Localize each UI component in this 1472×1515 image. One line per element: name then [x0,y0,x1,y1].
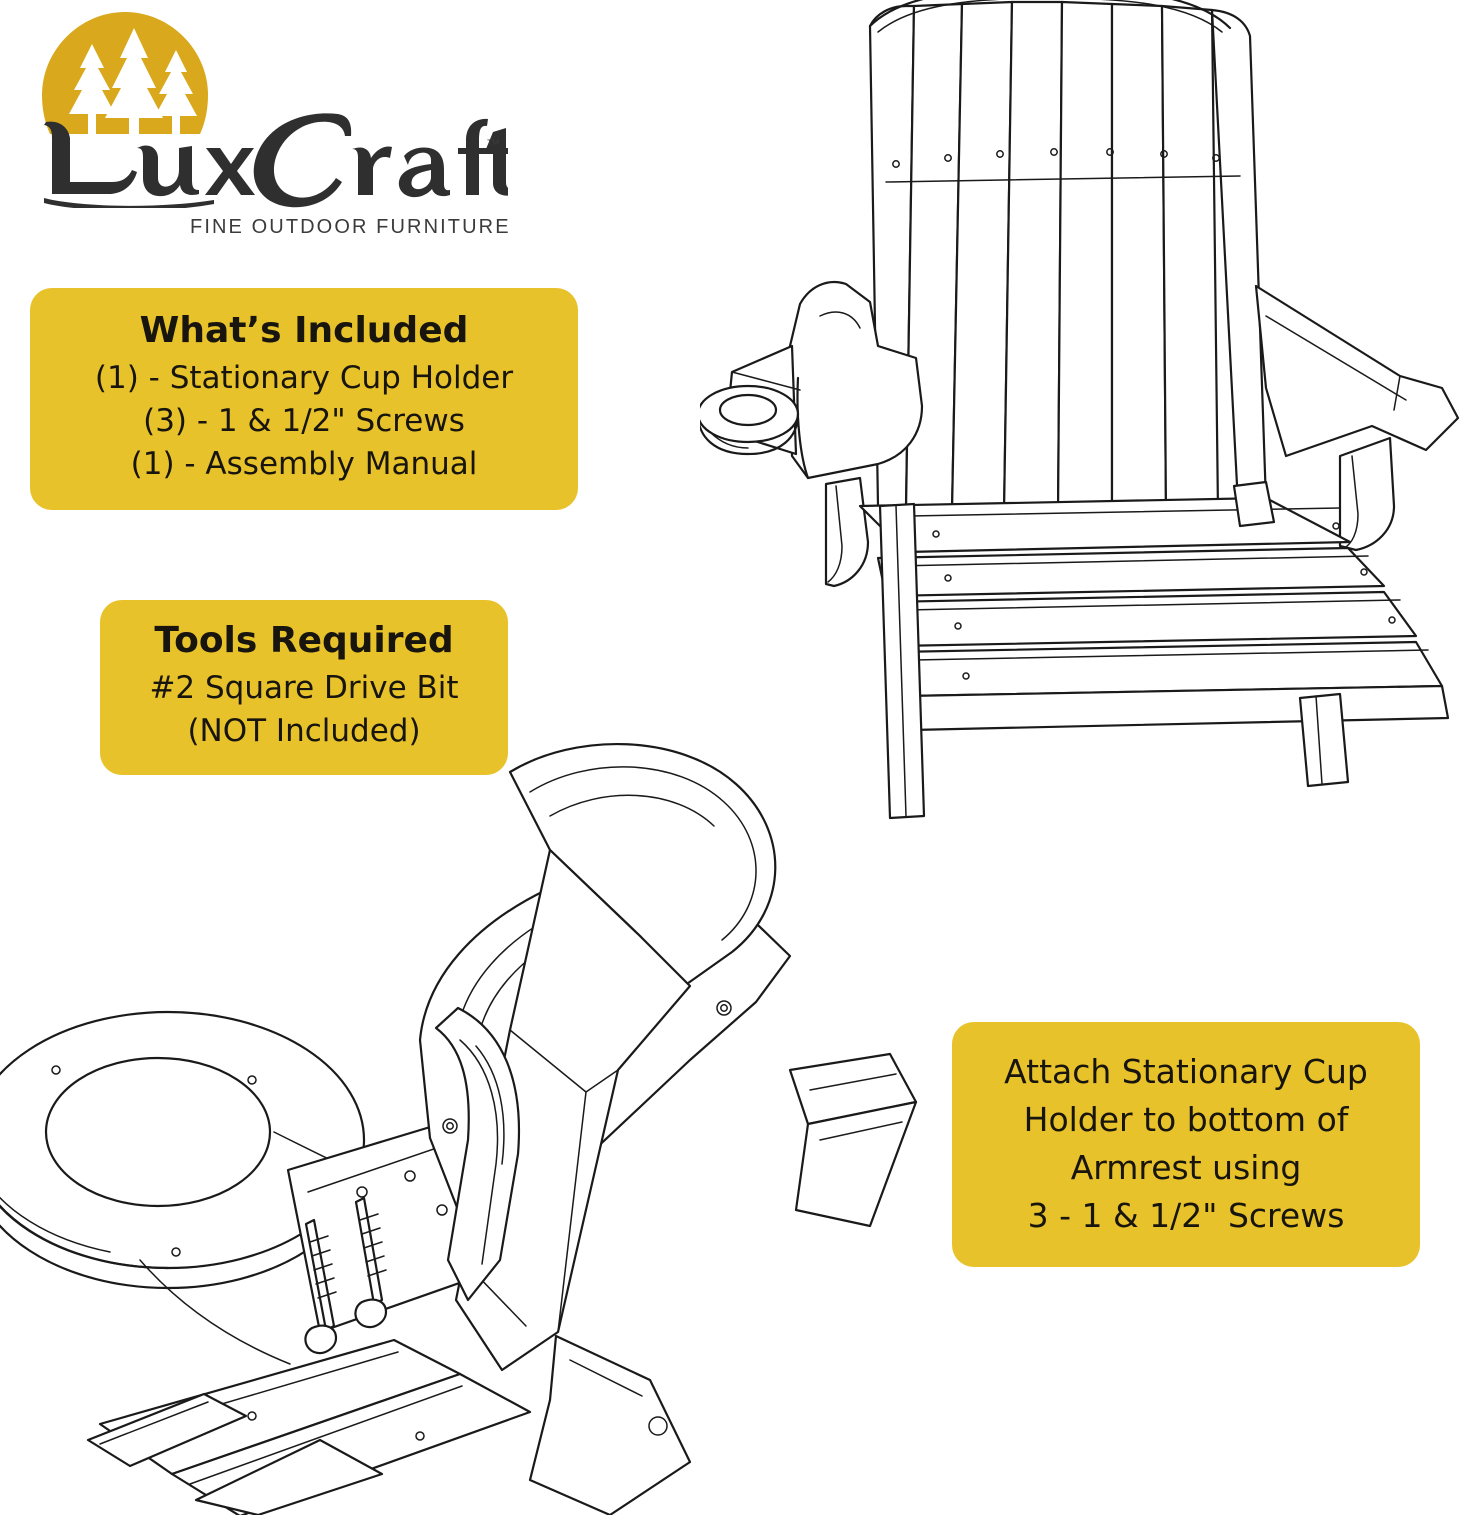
instruction-line: Armrest using [1070,1147,1302,1187]
whats-included-callout [30,288,578,510]
brand-logo [20,8,520,258]
trademark-symbol: ™ [486,136,500,152]
instruction-line: Attach Stationary Cup [1004,1052,1368,1091]
whats-included-item: (1) - Stationary Cup Holder [94,360,514,397]
attachment-instruction-callout [952,1022,1420,1267]
whats-included-item: (1) - Assembly Manual [130,445,478,482]
cup-holder-attachment-detail-illustration [0,740,950,1515]
instruction-line: 3 - 1 & 1/2" Screws [1027,1195,1345,1235]
brand-tagline: FINE OUTDOOR FURNITURE [190,216,511,238]
tools-required-item: (NOT Included) [187,713,421,750]
tools-required-title: Tools Required [154,620,454,661]
tools-required-item: #2 Square Drive Bit [149,670,459,707]
whats-included-item: (3) - 1 & 1/2" Screws [143,403,465,440]
instruction-line: Holder to bottom of [1023,1099,1349,1139]
whats-included-title: What’s Included [139,310,469,351]
adirondack-chair-illustration [700,0,1472,856]
logo-wordmark [38,108,508,208]
